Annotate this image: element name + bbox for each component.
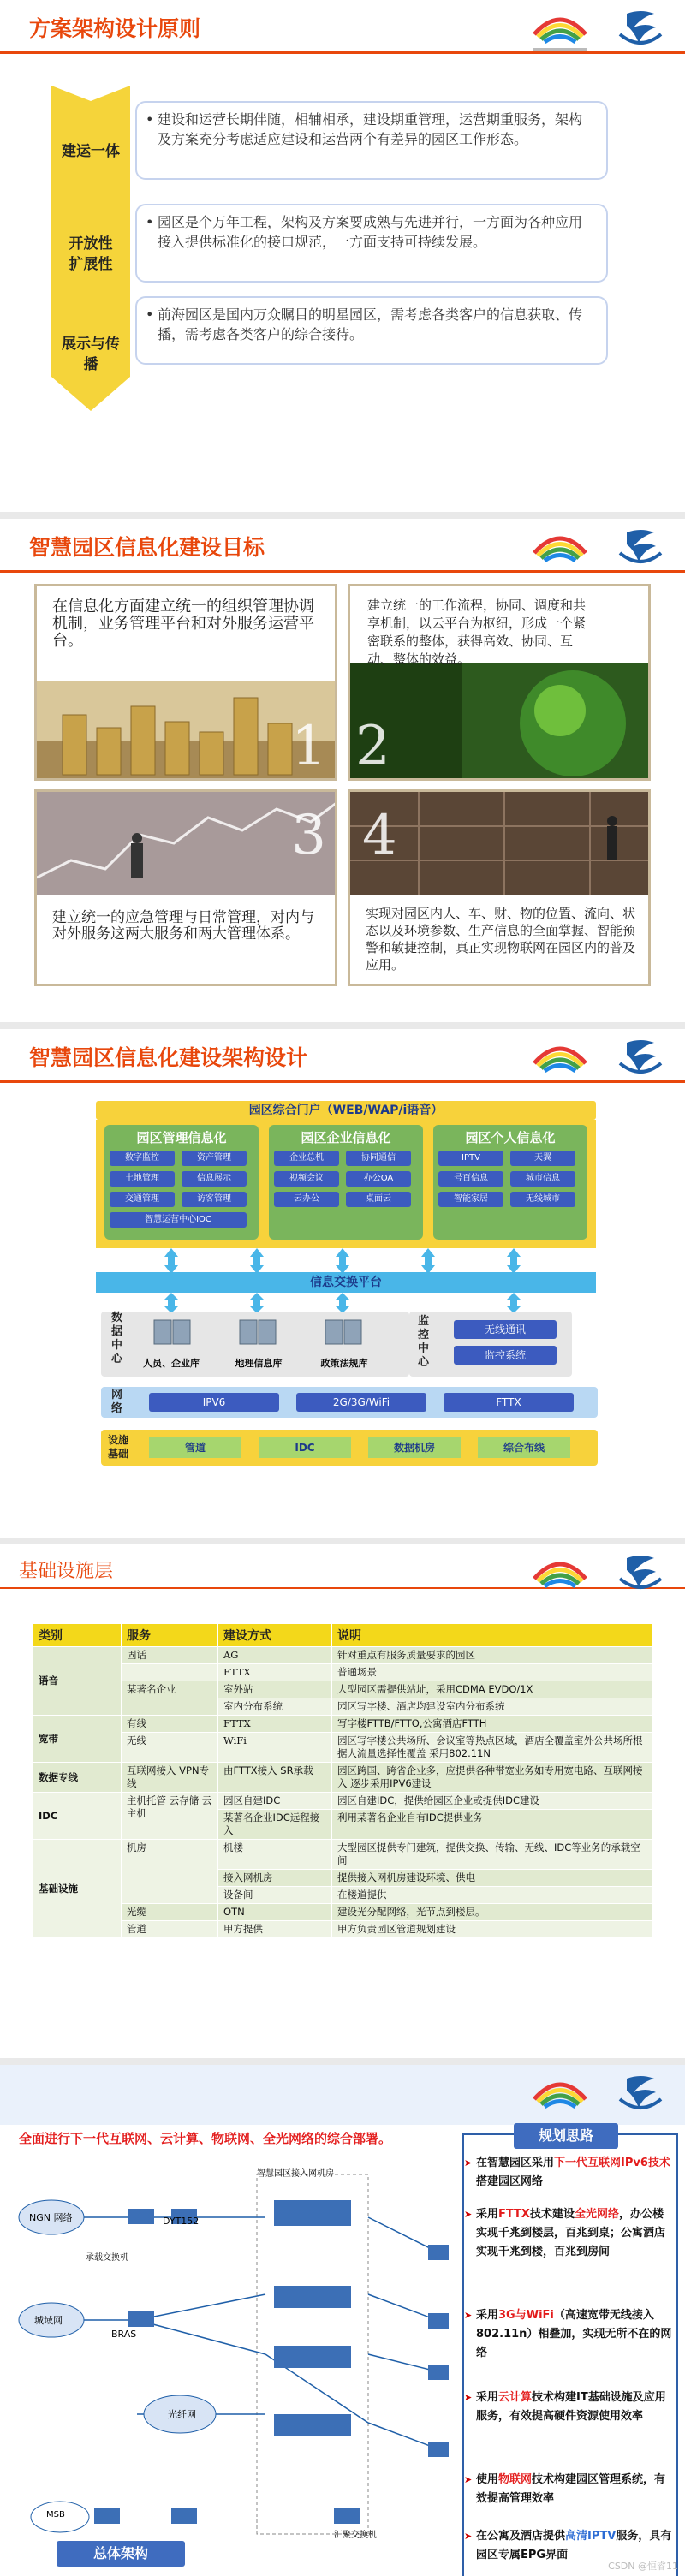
group-item: 无线城市 xyxy=(510,1192,575,1207)
table-cell: 主机托管 云存储 云主机 xyxy=(122,1793,218,1840)
plan-text: 技术建设 xyxy=(529,2208,575,2221)
principle-label-line: 开放性 xyxy=(68,235,113,253)
plan-highlight: 下一代互联网IPv6技术 xyxy=(554,2157,670,2169)
label-char: 数 xyxy=(111,1312,123,1324)
infra-item: 管道 xyxy=(149,1437,241,1458)
group-item: 视频会议 xyxy=(274,1171,339,1187)
group-title: 园区企业信息化 xyxy=(301,1130,391,1145)
group-item: 协同通信 xyxy=(346,1151,411,1166)
arrow-marker-icon: ➤ xyxy=(464,2474,473,2485)
goal-card-1 xyxy=(34,584,337,781)
group-item: 数字监控 xyxy=(110,1151,175,1166)
table-cell: 某著名企业IDC远程接入 xyxy=(218,1810,332,1840)
slide-architecture xyxy=(0,1029,685,1538)
group-item: 企业总机 xyxy=(274,1151,339,1166)
table-cell: WiFi xyxy=(218,1733,332,1763)
principle-box-1: • 建设和运营长期伴随，相辅相承，建设期重管理，运营期重服务，架构及方案充分考虑适应建设和运营两个有差异的园区工作形态。 xyxy=(135,101,608,180)
plan-highlight: 云计算 xyxy=(498,2391,533,2404)
goal-text: 在信息化方面建立统一的组织管理协调机制，业务管理平台和对外服务运营平台。 xyxy=(52,598,314,650)
plan-text: 采用 xyxy=(476,2391,499,2404)
group-item: 信息展示 xyxy=(182,1171,247,1187)
china-telecom-logo-icon xyxy=(608,9,673,58)
table-row xyxy=(33,1763,652,1793)
table-cell: 大型园区需提供站址，采用CDMA EVDO/1X xyxy=(332,1681,652,1698)
plan-item xyxy=(464,2389,673,2426)
data-center-item: 地理信息库 xyxy=(235,1358,283,1369)
table-cell: 无线 xyxy=(122,1733,218,1763)
expo-logo-icon xyxy=(527,527,593,577)
table-cell: 固话 xyxy=(122,1647,218,1664)
table-cell: 某著名企业 xyxy=(122,1681,218,1716)
table-cell: 语音 xyxy=(33,1647,122,1716)
label-line: 基础 xyxy=(108,1448,129,1460)
goal-text: 建立统一的应急管理与日常管理，对内与对外服务这两大服务和两大管理体系。 xyxy=(52,909,314,943)
china-telecom-logo-icon xyxy=(608,1038,673,1087)
col-header: 类别 xyxy=(33,1624,122,1647)
label-char: 控 xyxy=(418,1329,430,1342)
data-center-item: 政策法规库 xyxy=(320,1358,368,1369)
table-cell: 管道 xyxy=(122,1921,218,1938)
group-item: 号百信息 xyxy=(438,1171,503,1187)
principle-box-2: • 园区是个万年工程，架构及方案要成熟与先进并行，一方面为各种应用接入提供标准化的接口规范，一方面支持可持续发展。 xyxy=(135,204,608,283)
china-telecom-logo-icon xyxy=(608,2073,673,2123)
china-telecom-logo-icon xyxy=(608,527,673,577)
group-item: 智慧运营中心IOC xyxy=(110,1212,247,1228)
group-item: 桌面云 xyxy=(346,1192,411,1207)
china-telecom-logo-icon xyxy=(608,1553,673,1603)
goal-number: 1 xyxy=(291,715,326,778)
network-diagram xyxy=(9,2166,462,2568)
table-cell: OTN xyxy=(218,1904,332,1921)
slide-title: 方案架构设计原则 xyxy=(29,16,201,41)
goal-card-4 xyxy=(348,789,651,986)
col-header: 说明 xyxy=(332,1624,652,1647)
table-row xyxy=(33,1681,652,1698)
logo-area xyxy=(527,527,673,580)
slide-separator xyxy=(0,1022,685,1029)
plan-text: 采用 xyxy=(476,2208,499,2221)
portal-label: 园区综合门户（WEB/WAP/i语音） xyxy=(248,1104,444,1117)
plan-item xyxy=(464,2471,673,2508)
table-cell: 园区跨国、跨省企业多，应提供各种带宽业务如专用宽电路、互联网接入 逐步采用IPV6建设 xyxy=(332,1763,652,1793)
table-cell: 园区自建IDC，提供给园区企业或提供IDC建设 xyxy=(332,1793,652,1810)
table-cell: 大型园区提供专门建筑，提供交换、传输、无线、IDC等业务的承载空间 xyxy=(332,1840,652,1870)
plan-text: （高速宽带无线接入802.11n）相叠加，实现无所不在的网络 xyxy=(476,2309,672,2359)
slide-title: 智慧园区信息化建设架构设计 xyxy=(29,1045,308,1070)
arrow-marker-icon: ➤ xyxy=(464,2310,473,2321)
table-cell: IDC xyxy=(33,1793,122,1840)
expo-logo-icon xyxy=(527,9,593,58)
table-cell: 机房 xyxy=(122,1840,218,1904)
exchange-platform-bar xyxy=(96,1272,596,1293)
table-cell: 接入网机房 xyxy=(218,1870,332,1887)
infrastructure-label xyxy=(108,1433,134,1461)
infra-item: 综合布线 xyxy=(478,1437,570,1458)
principle-label-2 xyxy=(51,234,130,275)
plan-text: 使用 xyxy=(476,2473,499,2486)
goal-number: 2 xyxy=(355,715,390,778)
goal-card-2 xyxy=(348,584,651,781)
data-center-label xyxy=(111,1312,125,1366)
plan-text: 技术构建园区管理系统，有效提高管理效率 xyxy=(476,2473,666,2505)
headline: 全面进行下一代互联网、云计算、物联网、全光网络的综合部署。 xyxy=(19,2131,392,2146)
expo-logo-icon xyxy=(527,1038,593,1087)
table-cell: FTTX xyxy=(218,1716,332,1733)
diagram-node-label: NGN 网络 xyxy=(29,2212,73,2223)
network-item: 2G/3G/WiFi xyxy=(296,1393,426,1412)
group-title: 园区管理信息化 xyxy=(136,1130,227,1145)
monitor-item: 监控系统 xyxy=(454,1346,557,1365)
diagram-node-label: MSB xyxy=(46,2510,65,2519)
goal-text: 建立统一的工作流程，协同、调度和共享机制，以云平台为枢纽，形成一个紧密联系的整体，获得高效、协同、互动、整体的效益。 xyxy=(367,598,587,667)
plan-text: 技术构建IT基础设施及应用服务，有效提高硬件资源使用效率 xyxy=(476,2391,666,2423)
slide-separator xyxy=(0,1538,685,1544)
group-item: 访客管理 xyxy=(182,1192,247,1207)
arrow-marker-icon: ➤ xyxy=(464,2209,473,2220)
table-cell: 室外站 xyxy=(218,1681,332,1698)
table-cell xyxy=(122,1664,218,1681)
plan-text: 在公寓及酒店提供 xyxy=(476,2530,566,2543)
table-row xyxy=(33,1733,652,1763)
exchange-label: 信息交换平台 xyxy=(310,1276,382,1289)
diagram-node-label: 光纤网 xyxy=(168,2409,196,2420)
diagram-node-label: 城域网 xyxy=(34,2315,63,2326)
plan-text: 搭建园区网络 xyxy=(476,2175,544,2188)
principle-label-1 xyxy=(51,139,130,160)
label-char: 心 xyxy=(418,1356,430,1369)
table-cell: 由FTTX接入 SR承载 xyxy=(218,1763,332,1793)
table-cell: 有线 xyxy=(122,1716,218,1733)
goal-number: 4 xyxy=(362,804,397,867)
table-cell: 园区写字楼、酒店均建设室内分布系统 xyxy=(332,1698,652,1716)
logo-area xyxy=(527,1553,673,1606)
plan-item xyxy=(464,2205,673,2262)
goal-number: 3 xyxy=(291,804,326,867)
label-char: 网 xyxy=(111,1389,123,1401)
plan-title: 规划思路 xyxy=(514,2123,618,2149)
table-cell: 室内分布系统 xyxy=(218,1698,332,1716)
table-row xyxy=(33,1647,652,1664)
col-header: 服务 xyxy=(122,1624,218,1647)
arrow-marker-icon: ➤ xyxy=(464,2531,473,2542)
principle-box-3: • 前海园区是国内万众瞩目的明星园区，需考虑各类客户的信息获取、传播，需考虑各类客户的综合接待。 xyxy=(135,296,608,365)
plan-text: 服务，具有园区专属EPG界面 xyxy=(476,2530,672,2561)
principle-label-3 xyxy=(51,334,130,375)
table-cell: 园区写字楼公共场所、会议室等热点区域，酒店全覆盖室外公共场所根据人流量选择性覆盖 采用802.11N xyxy=(332,1733,652,1763)
plan-item xyxy=(464,2306,673,2363)
table-cell: 在楼道提供 xyxy=(332,1887,652,1904)
label-char: 据 xyxy=(111,1325,123,1338)
infra-item: 数据机房 xyxy=(368,1437,461,1458)
slide-separator xyxy=(0,512,685,519)
plan-highlight: FTTX xyxy=(498,2208,530,2221)
network-label xyxy=(111,1389,125,1416)
database-servers-icon xyxy=(146,1315,402,1349)
table-cell: AG xyxy=(218,1647,332,1664)
goal-text: 实现对园区内人、车、财、物的位置、流向、状态以及环境参数、生产信息的全面掌握、智能预警和敏捷控制，真正实现物联网在园区内的普及应用。 xyxy=(366,906,636,973)
table-row xyxy=(33,1716,652,1733)
group-item: 天翼 xyxy=(510,1151,575,1166)
diagram-node-label: 智慧园区接入网机房 xyxy=(257,2169,334,2179)
slide-title: 基础设施层 xyxy=(19,1561,114,1582)
network-item: IPV6 xyxy=(149,1393,279,1412)
plan-highlight: 3G与WiFi xyxy=(498,2309,554,2322)
table-cell: 基础设施 xyxy=(33,1840,122,1938)
table-row xyxy=(33,1921,652,1938)
col-header: 建设方式 xyxy=(218,1624,332,1647)
group-management xyxy=(104,1125,259,1240)
group-item: 智能家居 xyxy=(438,1192,503,1207)
group-item: IPTV xyxy=(438,1151,503,1166)
group-enterprise xyxy=(269,1125,423,1240)
plan-text: ，办公楼实现千兆到楼层，百兆到桌；公寓酒店实现千兆到楼，百兆到房间 xyxy=(476,2208,666,2258)
group-item: 土地管理 xyxy=(110,1171,175,1187)
principle-label-line: 扩展性 xyxy=(68,256,113,273)
slide-title: 智慧园区信息化建设目标 xyxy=(29,535,265,560)
table-cell: 提供接入网机房建设环境、供电 xyxy=(332,1870,652,1887)
group-item: 交通管理 xyxy=(110,1192,175,1207)
label-line: 设施 xyxy=(108,1434,129,1446)
slide-infrastructure xyxy=(0,1544,685,2058)
label-char: 中 xyxy=(111,1339,123,1352)
infra-item: IDC xyxy=(259,1437,351,1458)
plan-text: 采用 xyxy=(476,2309,499,2322)
logo-area xyxy=(527,9,673,62)
table-row xyxy=(33,1793,652,1810)
diagram-title: 总体架构 xyxy=(57,2541,185,2567)
principle-label-line: 展示与传 xyxy=(62,336,120,353)
table-row xyxy=(33,1904,652,1921)
table-cell: 甲方负责园区管道规划建设 xyxy=(332,1921,652,1938)
slide-goals xyxy=(0,519,685,1022)
group-item: 办公OA xyxy=(346,1171,411,1187)
infrastructure-table xyxy=(33,1623,652,1938)
diagram-node-label: 汇聚交换机 xyxy=(334,2531,377,2540)
plan-highlight: 高清IPTV xyxy=(565,2530,616,2543)
table-cell: 写字楼FTTB/FTTO,公寓酒店FTTH xyxy=(332,1716,652,1733)
slide-separator xyxy=(0,2058,685,2065)
monitor-center-label xyxy=(418,1315,432,1370)
logo-area xyxy=(527,1038,673,1091)
table-cell: 互联网接入 VPN专线 xyxy=(122,1763,218,1793)
group-item: 城市信息 xyxy=(510,1171,575,1187)
arrow-marker-icon: ➤ xyxy=(464,2392,473,2403)
table-row xyxy=(33,1840,652,1870)
plan-item xyxy=(464,2154,673,2192)
diagram-node-label: 承载交换机 xyxy=(86,2253,128,2263)
data-center-item: 人员、企业库 xyxy=(143,1358,200,1369)
watermark: CSDN @恒睿11 xyxy=(608,2561,678,2572)
table-cell: 设备间 xyxy=(218,1887,332,1904)
table-cell: FTTX xyxy=(218,1664,332,1681)
table-cell: 普通场景 xyxy=(332,1664,652,1681)
group-personal xyxy=(433,1125,587,1240)
table-cell: 甲方提供 xyxy=(218,1921,332,1938)
table-cell: 建设光分配网络，光节点到楼层。 xyxy=(332,1904,652,1921)
logo-area xyxy=(527,2073,673,2127)
group-title: 园区个人信息化 xyxy=(465,1130,556,1145)
table-cell: 园区自建IDC xyxy=(218,1793,332,1810)
group-item: 资产管理 xyxy=(182,1151,247,1166)
updown-arrows xyxy=(0,1293,685,1313)
plan-text: 在智慧园区采用 xyxy=(476,2157,555,2169)
table-cell: 宽带 xyxy=(33,1716,122,1763)
table-cell: 利用某著名企业自有IDC提供业务 xyxy=(332,1810,652,1840)
globe-image xyxy=(350,663,651,781)
table-cell: 机楼 xyxy=(218,1840,332,1870)
principle-label-line: 播 xyxy=(83,356,98,373)
label-char: 心 xyxy=(111,1353,123,1365)
table-cell: 数据专线 xyxy=(33,1763,122,1793)
slide-overall-architecture xyxy=(0,2065,685,2576)
monitor-item: 无线通讯 xyxy=(454,1320,557,1339)
expo-logo-icon xyxy=(527,2073,593,2123)
principle-label-line: 建运一体 xyxy=(62,143,120,160)
label-char: 中 xyxy=(418,1342,430,1355)
slide-design-principles xyxy=(0,0,685,512)
plan-highlight: 物联网 xyxy=(498,2473,533,2486)
arrow-marker-icon: ➤ xyxy=(464,2157,473,2168)
label-char: 络 xyxy=(111,1402,123,1415)
plan-highlight: 全光网络 xyxy=(574,2208,619,2221)
table-cell: 针对重点有服务质量要求的园区 xyxy=(332,1647,652,1664)
table-cell: 光缆 xyxy=(122,1904,218,1921)
diagram-node-label: BRAS xyxy=(111,2329,137,2340)
updown-arrows xyxy=(0,1248,685,1274)
expo-logo-icon xyxy=(527,1553,593,1603)
portal-bar xyxy=(96,1101,596,1120)
group-item: 云办公 xyxy=(274,1192,339,1207)
table-row xyxy=(33,1664,652,1681)
diagram-node-label: DYT152 xyxy=(163,2216,200,2227)
label-char: 监 xyxy=(418,1315,430,1328)
goal-card-3 xyxy=(34,789,337,986)
network-item: FTTX xyxy=(444,1393,574,1412)
